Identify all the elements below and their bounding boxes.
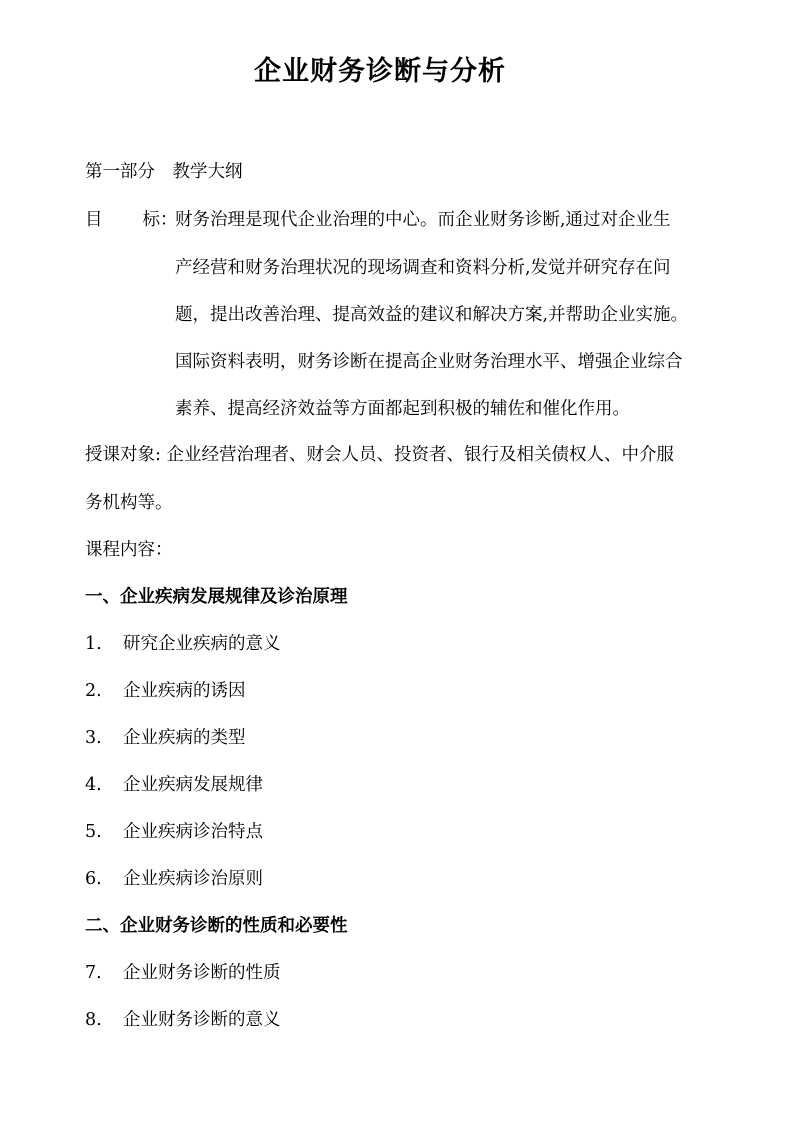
list-item-text: 研究企业疾病的意义 — [123, 634, 281, 654]
list-item-text: 企业疾病诊治原则 — [123, 869, 263, 889]
list-item-number: 7. — [85, 963, 102, 983]
list-item-number: 1. — [85, 634, 102, 654]
audience-line: 授课对象: 企业经营治理者、财会人员、投资者、银行及相关债权人、中介服 — [85, 445, 674, 465]
list-item — [85, 1008, 281, 1032]
objective-line: 产经营和财务治理状况的现场调查和资料分析,发觉并研究存在问 — [175, 258, 671, 278]
list-item-text: 企业财务诊断的性质 — [123, 963, 281, 983]
list-item — [85, 961, 281, 985]
list-item-number: 3. — [85, 728, 102, 748]
list-item-text: 企业疾病的诱因 — [123, 681, 246, 701]
objective-label-b: 标： — [142, 210, 178, 230]
list-item-number: 2. — [85, 681, 102, 701]
audience-line: 务机构等。 — [85, 493, 173, 513]
section-heading: 一、企业疾病发展规律及诊治原理 — [85, 587, 348, 607]
list-item — [85, 773, 263, 797]
list-item — [85, 726, 246, 750]
list-item — [85, 820, 263, 844]
objective-line: 素养、提高经济效益等方面都起到积极的辅佐和催化作用。 — [175, 399, 630, 419]
section-heading: 二、企业财务诊断的性质和必要性 — [85, 916, 348, 936]
part-heading: 第一部分 教学大纲 — [85, 162, 243, 182]
objective-line: 国际资料表明，财务诊断在提高企业财务治理水平、增强企业综合 — [175, 352, 683, 372]
list-item-number: 8. — [85, 1010, 102, 1030]
list-item-text: 企业财务诊断的意义 — [123, 1010, 281, 1030]
list-item-number: 6. — [85, 869, 102, 889]
list-item — [85, 867, 263, 891]
objective-label — [85, 208, 178, 232]
list-item-text: 企业疾病的类型 — [123, 728, 246, 748]
list-item — [85, 632, 281, 656]
list-item-text: 企业疾病发展规律 — [123, 775, 263, 795]
list-item-number: 4. — [85, 775, 102, 795]
list-item — [85, 679, 246, 703]
list-item-number: 5. — [85, 822, 102, 842]
document-title: 企业财务诊断与分析 — [254, 56, 506, 87]
course-content-label: 课程内容： — [85, 540, 173, 560]
list-item-text: 企业疾病诊治特点 — [123, 822, 263, 842]
objective-line: 题，提出改善治理、提高效益的建议和解决方案,并帮助企业实施。 — [175, 305, 689, 325]
objective-line: 财务治理是现代企业治理的中心。而企业财务诊断,通过对企业生 — [175, 210, 671, 230]
objective-label-a: 目 — [85, 210, 103, 230]
